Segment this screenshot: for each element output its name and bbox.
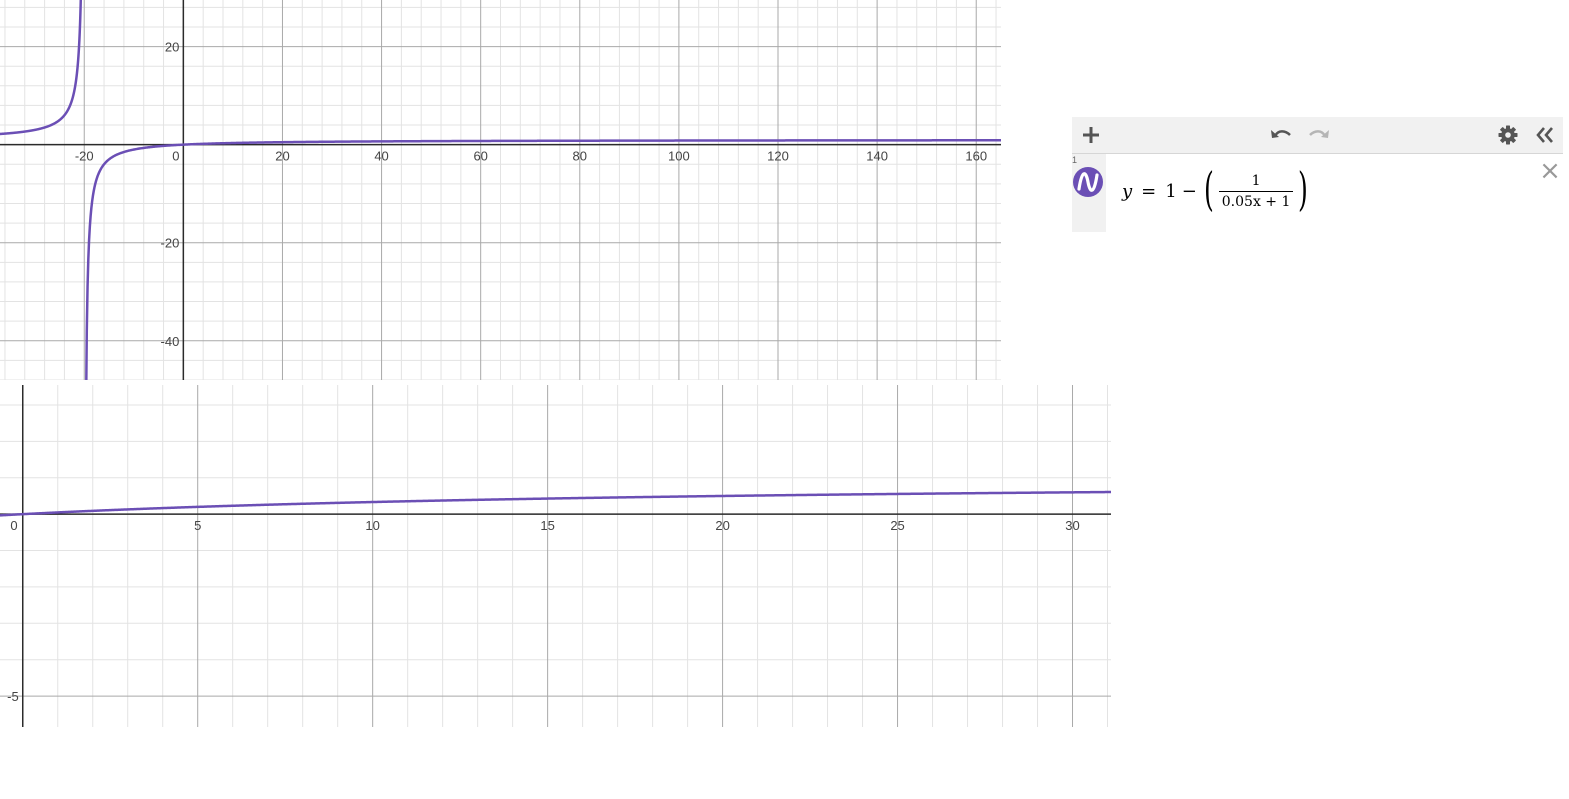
delete-expression-button[interactable] [1539,156,1561,186]
expr-numerator: 1 [1251,172,1261,189]
x-tick-label: 60 [473,148,488,164]
y-tick-label: -40 [160,333,180,349]
x-tick-label: 15 [540,518,555,534]
tick-labels [7,518,1080,704]
y-tick-label: -5 [7,689,19,705]
x-tick-label: 160 [965,148,988,164]
expr-equals: = [1141,180,1157,202]
graph-top[interactable] [0,0,1001,380]
graph-bottom[interactable] [0,385,1111,727]
expr-right-paren: ) [1298,162,1309,216]
expr-denominator: 0.05x + 1 [1219,191,1294,210]
close-icon: × [1539,156,1561,186]
collapse-panel-button[interactable] [1531,117,1559,153]
expression-panel [1072,117,1563,233]
undo-icon [1270,126,1292,144]
expression-item[interactable] [1072,154,1563,232]
curve-color-icon[interactable] [1073,167,1103,197]
settings-button[interactable] [1496,117,1520,153]
redo-button[interactable] [1306,117,1332,153]
y-tick-label: -20 [160,235,180,251]
expr-lhs: y [1122,180,1133,202]
function-curve [0,492,1111,515]
undo-button[interactable] [1268,117,1294,153]
x-tick-label: 0 [10,518,18,534]
curve-branch-1 [0,0,84,134]
x-tick-label: 80 [572,148,588,164]
expr-one: 1 [1165,180,1177,202]
x-tick-label: 20 [715,518,730,534]
major-grid [0,385,1111,727]
double-chevron-left-icon [1535,125,1555,145]
redo-icon [1308,126,1330,144]
x-tick-label: 0 [172,148,180,164]
expression-index: 1 [1072,155,1078,165]
gear-icon [1498,125,1518,145]
curve-branch-2 [84,140,1001,380]
x-tick-label: 10 [365,518,380,534]
minor-grid [0,385,1111,727]
x-tick-label: 20 [275,148,290,164]
y-tick-label: 20 [164,39,180,55]
x-tick-label: 100 [668,148,690,164]
x-tick-label: -20 [74,148,94,164]
minor-grid [0,0,1001,380]
expression-toolbar [1072,117,1563,154]
x-tick-label: 25 [890,518,905,534]
expr-fraction [1219,173,1294,210]
expression-input[interactable] [1122,162,1312,216]
x-tick-label: 30 [1065,518,1080,534]
x-tick-label: 120 [767,148,789,164]
x-tick-label: 140 [866,148,888,164]
add-item-button[interactable] [1078,117,1104,153]
x-tick-label: 40 [374,148,389,164]
plus-icon [1081,125,1101,145]
expr-left-paren: ( [1203,162,1214,216]
curve-branch-1 [0,492,1111,515]
axes [0,385,1111,727]
expression-gutter [1072,154,1106,232]
expr-minus: − [1181,180,1197,202]
x-tick-label: 5 [194,518,202,534]
